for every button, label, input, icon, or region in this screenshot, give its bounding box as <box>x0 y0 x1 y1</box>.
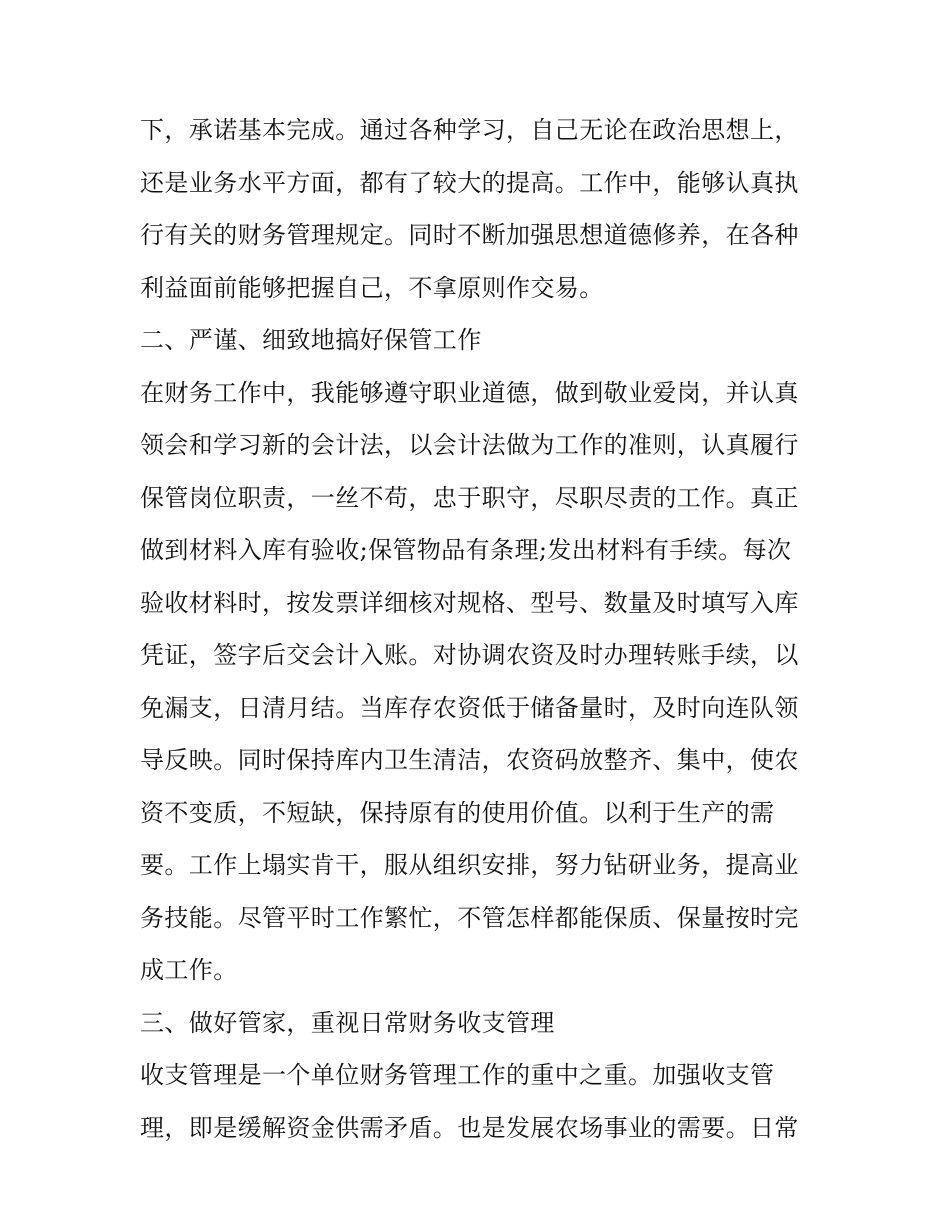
text-line: 保管岗位职责，一丝不苟，忠于职守，尽职尽责的工作。真正 <box>140 483 799 512</box>
text-line: 导反映。同时保持库内卫生清洁，农资码放整齐、集中，使农 <box>140 746 799 774</box>
document-body <box>140 104 820 1154</box>
text-line: 验收材料时，按发票详细核对规格、型号、数量及时填写入库 <box>140 588 799 617</box>
section-heading: 二、严谨、细致地搞好保管工作 <box>140 326 482 354</box>
text-line: 下，承诺基本完成。通过各种学习，自己无论在政治思想上， <box>140 116 799 144</box>
text-line: 在财务工作中，我能够遵守职业道德，做到敬业爱岗，并认真 <box>140 378 799 407</box>
text-line: 做到材料入库有验收;保管物品有条理;发出材料有手续。每次 <box>140 536 792 564</box>
text-line: 免漏支，日清月结。当库存农资低于储备量时，及时向连队领 <box>140 693 799 722</box>
text-line: 领会和学习新的会计法，以会计法做为工作的准则，认真履行 <box>140 431 799 459</box>
text-line: 资不变质，不短缺，保持原有的使用价值。以利于生产的需 <box>140 798 775 827</box>
text-line: 利益面前能够把握自己，不拿原则作交易。 <box>140 273 604 302</box>
text-line: 行有关的财务管理规定。同时不断加强思想道德修养，在各种 <box>140 221 799 249</box>
text-line: 成工作。 <box>140 956 238 984</box>
text-line: 理，即是缓解资金供需矛盾。也是发展农场事业的需要。日常 <box>140 1113 799 1142</box>
section-heading: 三、做好管家，重视日常财务收支管理 <box>140 1008 555 1037</box>
text-line: 凭证，签字后交会计入账。对协调农资及时办理转账手续，以 <box>140 641 799 669</box>
text-line: 务技能。尽管平时工作繁忙，不管怎样都能保质、保量按时完 <box>140 903 799 932</box>
text-line: 收支管理是一个单位财务管理工作的重中之重。加强收支管 <box>140 1061 775 1089</box>
text-line: 要。工作上塌实肯干，服从组织安排，努力钻研业务，提高业 <box>140 851 799 879</box>
text-line: 还是业务水平方面，都有了较大的提高。工作中，能够认真执 <box>140 168 799 197</box>
